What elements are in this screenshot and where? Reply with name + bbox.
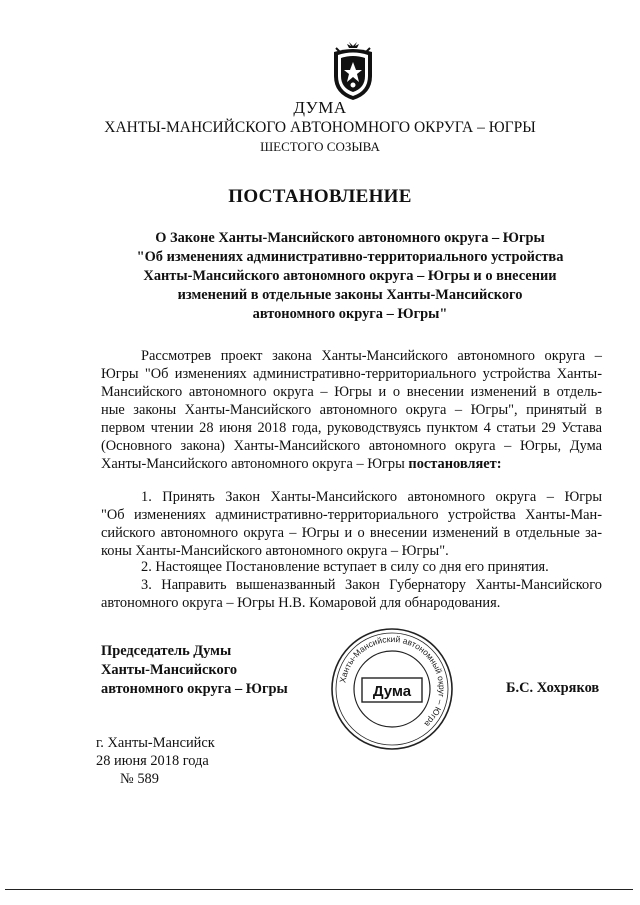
subject-line: Ханты-Мансийского автономного округа – Югры и о внесении [143,268,557,284]
document-subject [130,229,570,324]
footer-divider [5,889,633,890]
preamble-line: первом чтении 28 июня 2018 года, руководствуясь пунктом 4 статьи 29 Устава [101,420,602,436]
signer-title-line: Ханты-Мансийского [101,662,238,678]
preamble-line: ные законы Ханты-Мансийского автономного округа – Югры", принятый в [101,402,602,418]
decree-item-2 [101,558,602,576]
item3-line: 3. Направить вышеназванный Закон Губернатору Ханты-Мансийского [141,577,602,593]
city: г. Ханты-Мансийск [96,735,215,751]
preamble-line: Мансийского автономного округа – Югры и о внесении изменений в отдель- [101,384,602,400]
date: 28 июня 2018 года [96,753,209,769]
official-stamp [329,626,455,752]
subject-line: "Об изменениях административно-территориального устройства [136,249,564,265]
preamble-paragraph [101,347,602,473]
preamble-line: Югры "Об изменениях административно-территориального устройства Ханты- [101,366,602,382]
subject-line: О Законе Ханты-Мансийского автономного округа – Югры [155,230,545,246]
item1-line: 1. Принять Закон Ханты-Мансийского автономного округа – Югры [141,489,602,505]
org-name: ДУМА [293,98,347,117]
item1-line: "Об изменениях административно-территориального устройства Ханты-Ман- [101,507,602,523]
subject-line: изменений в отдельные законы Ханты-Мансийского [177,287,523,303]
document-number: № 589 [120,771,159,787]
preamble-line: Ханты-Мансийского автономного округа – Югры [101,456,405,472]
place-date-block [96,734,215,788]
stamp-center-text: Дума [372,683,412,700]
org-region: ХАНТЫ-МАНСИЙСКОГО АВТОНОМНОГО ОКРУГА – ЮГРЫ [104,119,536,136]
signer-title-line: автономного округа – Югры [101,681,288,697]
signer-title [101,642,288,699]
document-type-title: ПОСТАНОВЛЕНИЕ [228,186,412,207]
item3-line: автономного округа – Югры Н.В. Комаровой для обнародования. [101,595,501,611]
decree-item-1 [101,488,602,560]
preamble-line: Рассмотрев проект закона Ханты-Мансийского автономного округа – [141,348,602,364]
item2-line: 2. Настоящее Постановление вступает в силу со дня его принятия. [141,559,549,575]
item1-line: сийского автономного округа – Югры и о внесении изменений в отдельные за- [101,525,602,541]
convocation: ШЕСТОГО СОЗЫВА [260,139,380,154]
stamp-ring-text: Ханты-Мансийский автономный округ – Югра [337,633,448,730]
signer-title-line: Председатель Думы [101,643,232,659]
coat-of-arms-icon [328,40,378,102]
subject-line: автономного округа – Югры" [252,306,448,322]
signer-name: Б.С. Хохряков [506,680,600,696]
preamble-last-line [101,455,602,473]
preamble-line: (Основного закона) Ханты-Мансийского автономного округа – Югры, Дума [101,438,602,454]
decree-word: постановляет: [408,456,502,472]
decree-item-3 [101,576,602,612]
item1-line: коны Ханты-Мансийского автономного округа – Югры". [101,543,449,559]
